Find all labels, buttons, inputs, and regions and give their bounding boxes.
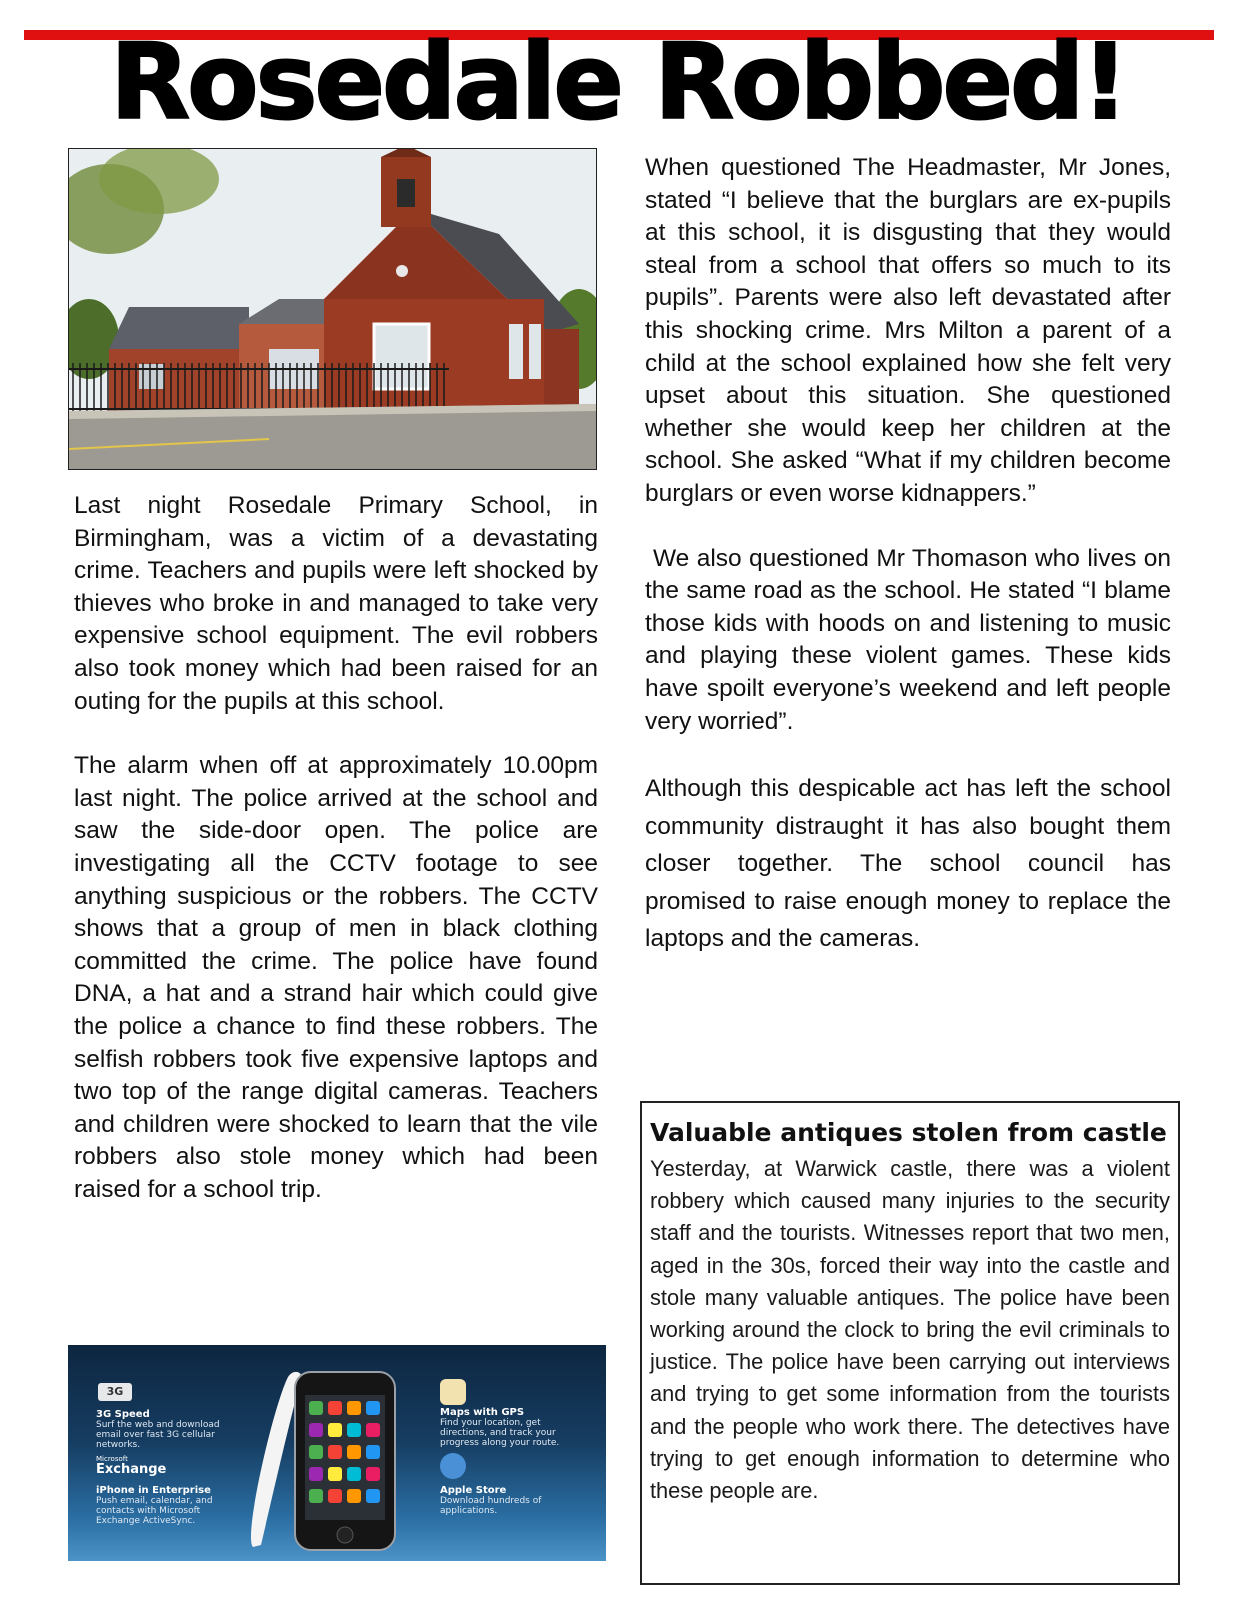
- exchange-logo-large: Exchange: [96, 1462, 167, 1477]
- sidebar-story-box: [640, 1101, 1180, 1585]
- article-paragraph: Last night Rosedale Primary School, in Birmingham, was a victim of a devastating crime. Teachers and pupils were left shocked by thieves who broke in and managed to take very expensive school equipment. The evil robbers also took money which had been raised for an outing for the pupils at this school.: [74, 492, 598, 715]
- ad-feature-maps: [440, 1407, 590, 1448]
- headline: Rosedale Robbed!: [110, 21, 1126, 143]
- school-building-photo: [68, 148, 597, 470]
- right-article-column: [645, 152, 1171, 990]
- app-icon: [328, 1467, 342, 1481]
- ad-feature-text: Find your location, get directions, and track your progress along your route.: [440, 1418, 560, 1448]
- app-icon: [347, 1489, 361, 1503]
- app-icon: [328, 1423, 342, 1437]
- ad-feature-text: Push email, calendar, and contacts with Microsoft Exchange ActiveSync.: [96, 1496, 213, 1526]
- app-icon: [347, 1467, 361, 1481]
- ad-feature-text: Download hundreds of applications.: [440, 1496, 542, 1516]
- app-icon: [347, 1445, 361, 1459]
- app-icon: [366, 1423, 380, 1437]
- app-icon: [347, 1401, 361, 1415]
- app-icon: [328, 1401, 342, 1415]
- article-paragraph: Although this despicable act has left the school community distraught it has also bought them closer together. The school council has promised to raise enough money to replace the laptops and the cameras.: [645, 775, 1171, 953]
- school-photo-illustration: [69, 149, 596, 469]
- ad-feature-title: iPhone in Enterprise: [96, 1485, 211, 1496]
- app-icon: [366, 1467, 380, 1481]
- iphone-advert: [68, 1345, 606, 1561]
- app-icon: [328, 1489, 342, 1503]
- app-icon: [309, 1445, 323, 1459]
- app-store-icon: [440, 1453, 466, 1479]
- exchange-logo: [96, 1455, 236, 1476]
- iphone-product-image: [233, 1367, 433, 1557]
- app-icon: [328, 1445, 342, 1459]
- app-icon: [366, 1489, 380, 1503]
- app-icon: [309, 1467, 323, 1481]
- ad-feature-3g-speed: [96, 1409, 236, 1450]
- app-icon: [309, 1401, 323, 1415]
- left-article-column: [74, 490, 598, 1238]
- 3g-badge: 3G: [98, 1383, 132, 1401]
- article-paragraph: We also questioned Mr Thomason who lives on the same road as the school. He stated “I blame those kids with hoods on and listening to music and playing these violent games. These kids have spoilt everyone’s weekend and left people very worried”.: [645, 544, 1171, 735]
- article-paragraph: The alarm when off at approximately 10.00pm last night. The police arrived at the school and saw the side-door open. The police are investigating all the CCTV footage to see anything suspicious or the robbers. The CCTV shows that a group of men in black clothing committed the crime. The police have found DNA, a hat and a strand hair which could give the police a chance to find these robbers. The selfish robbers took five expensive laptops and two top of the range digital cameras. Teachers and children were shocked to learn that the vile robbers also stole money which had been raised for a school trip.: [74, 752, 598, 1203]
- maps-icon: [440, 1379, 466, 1405]
- ad-feature-title: 3G Speed: [96, 1409, 150, 1420]
- ad-feature-title: Apple Store: [440, 1485, 507, 1496]
- app-icon: [309, 1489, 323, 1503]
- ad-feature-text: Surf the web and download email over fast 3G cellular networks.: [96, 1420, 220, 1450]
- app-icon: [366, 1445, 380, 1459]
- sidebar-story-body: Yesterday, at Warwick castle, there was a violent robbery which caused many injuries to the security staff and the tourists. Witnesses report that two men, aged in the 30s, forced their way into the castle and stole many valuable antiques. The police have been working around the clock to bring the evil criminals to justice. The police have been carrying out interviews and trying to get some information from the tourists and the people who work there. The detectives have trying to get enough information to determine who these people are.: [650, 1156, 1170, 1504]
- ad-feature-enterprise: [96, 1485, 236, 1526]
- sidebar-story-title: Valuable antiques stolen from castle: [650, 1118, 1167, 1147]
- app-icon: [366, 1401, 380, 1415]
- app-icon: [347, 1423, 361, 1437]
- exchange-logo-small: Microsoft: [96, 1455, 128, 1463]
- ad-feature-app-store: [440, 1485, 590, 1516]
- article-paragraph: When questioned The Headmaster, Mr Jones, stated “I believe that the burglars are ex-pupils at this school, it is disgusting that they would steal from a school that offers so much to its pupils”. Parents were also left devastated after this shocking crime. Mrs Milton a parent of a child at the school explained how she felt very upset about this situation. She questioned whether she would keep her children at the school. She asked “What if my children become burglars or even worse kidnappers.”: [645, 154, 1171, 507]
- app-icon: [309, 1423, 323, 1437]
- ad-feature-title: Maps with GPS: [440, 1407, 525, 1418]
